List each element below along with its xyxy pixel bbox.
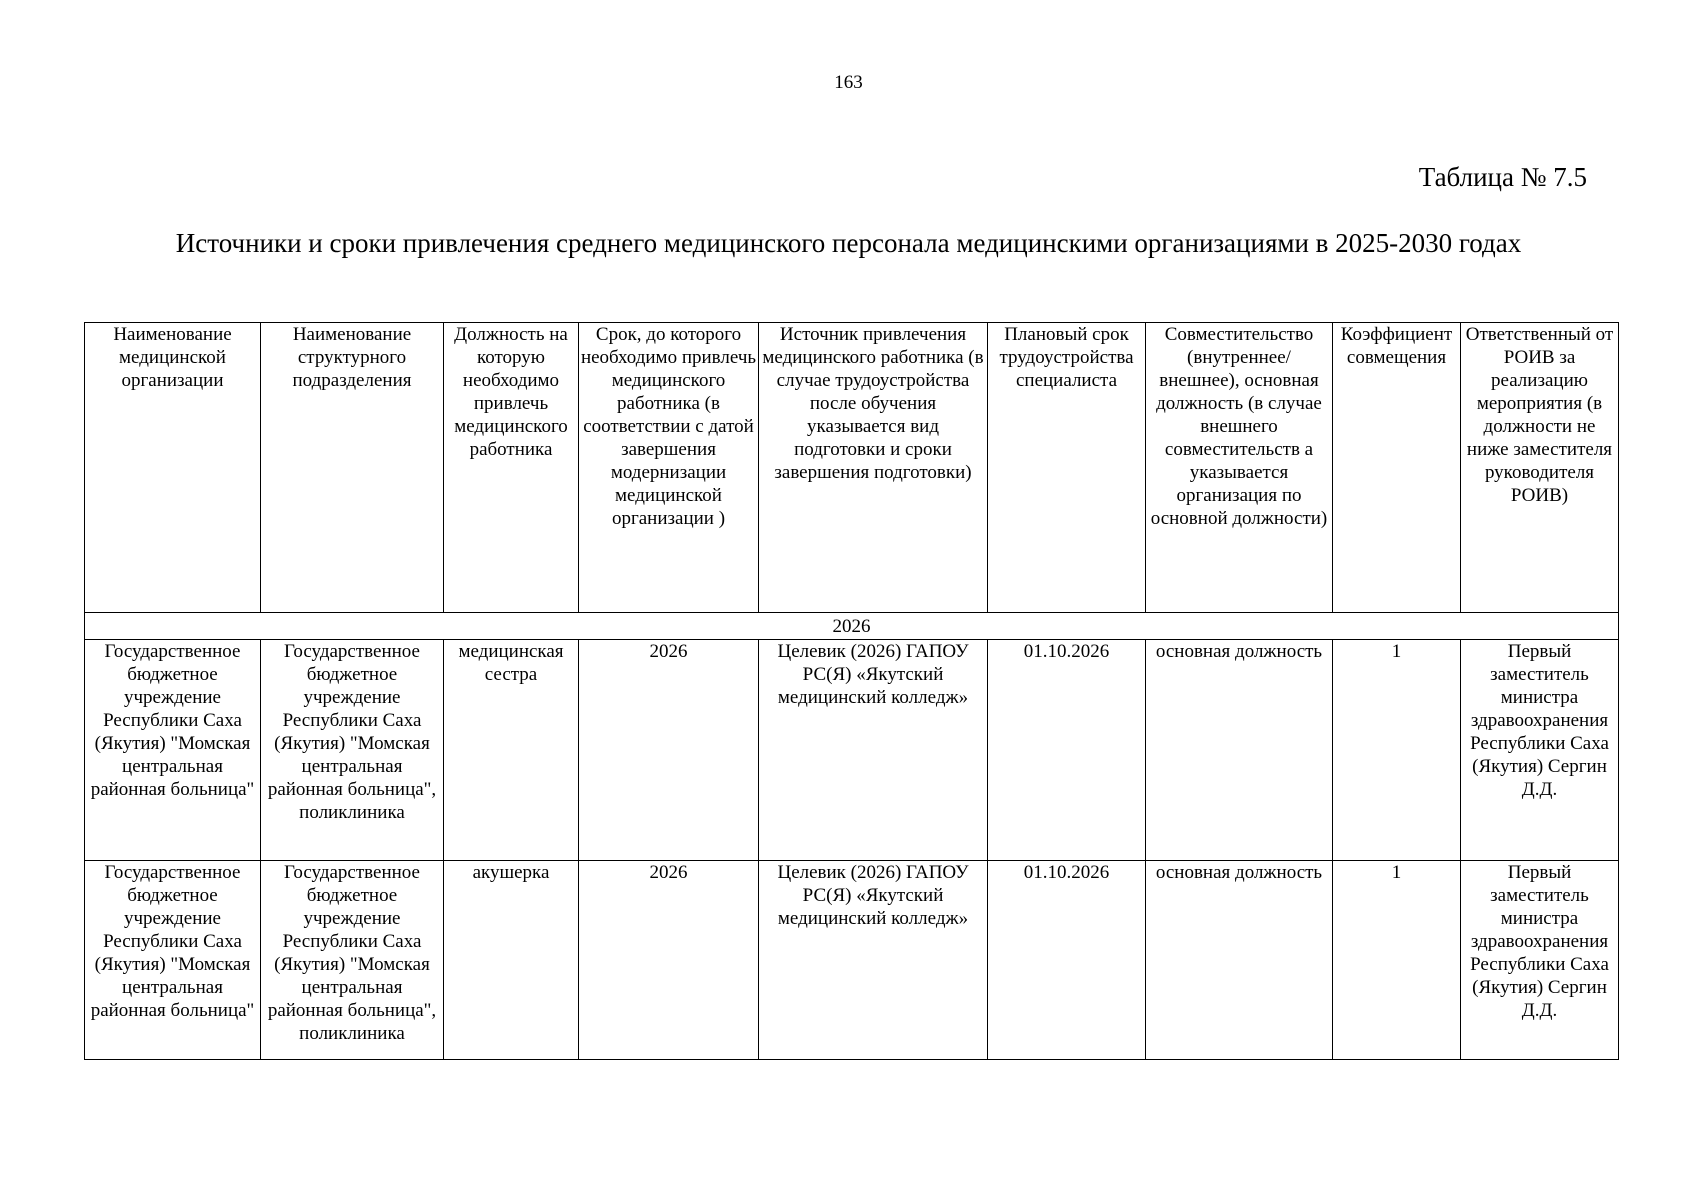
cell-organization: Государственное бюджетное учреждение Республики Саха (Якутия) "Момская центральная районная больница" (85, 640, 261, 861)
year-group-label: 2026 (85, 613, 1619, 640)
cell-combination: основная должность (1146, 640, 1333, 861)
cell-subdivision: Государственное бюджетное учреждение Республики Саха (Якутия) "Момская центральная районная больница", поликлиника (261, 861, 444, 1060)
header-combination: Совместительство (внутреннее/ внешнее), основная должность (в случае внешнего совместительств а указывается организация по основной должности) (1146, 323, 1333, 613)
page-number: 163 (834, 72, 863, 93)
cell-responsible: Первый заместитель министра здравоохранения Республики Саха (Якутия) Сергин Д.Д. (1461, 861, 1619, 1060)
cell-source: Целевик (2026) ГАПОУ РС(Я) «Якутский медицинский колледж» (759, 640, 988, 861)
cell-source: Целевик (2026) ГАПОУ РС(Я) «Якутский медицинский колледж» (759, 861, 988, 1060)
staffing-table (84, 322, 1619, 1060)
cell-combination: основная должность (1146, 861, 1333, 1060)
header-source: Источник привлечения медицинского работника (в случае трудоустройства после обучения указывается вид подготовки и сроки завершения подготовки) (759, 323, 988, 613)
cell-subdivision: Государственное бюджетное учреждение Республики Саха (Якутия) "Момская центральная районная больница", поликлиника (261, 640, 444, 861)
cell-coefficient: 1 (1333, 861, 1461, 1060)
table-title: Источники и сроки привлечения среднего медицинского персонала медицинскими организациями в 2025-2030 годах (175, 228, 1522, 258)
header-position: Должность на которую необходимо привлечь медицинского работника (444, 323, 579, 613)
cell-coefficient: 1 (1333, 640, 1461, 861)
cell-deadline: 2026 (579, 861, 759, 1060)
header-planned-date: Плановый срок трудоустройства специалиста (988, 323, 1146, 613)
table-caption: Таблица № 7.5 (1418, 162, 1587, 192)
year-group-row (85, 613, 1619, 640)
cell-position: акушерка (444, 861, 579, 1060)
cell-position: медицинская сестра (444, 640, 579, 861)
cell-responsible: Первый заместитель министра здравоохранения Республики Саха (Якутия) Сергин Д.Д. (1461, 640, 1619, 861)
table-row (85, 861, 1619, 1060)
table-header-row (85, 323, 1619, 613)
cell-planned-date: 01.10.2026 (988, 640, 1146, 861)
header-subdivision: Наименование структурного подразделения (261, 323, 444, 613)
cell-deadline: 2026 (579, 640, 759, 861)
cell-organization: Государственное бюджетное учреждение Республики Саха (Якутия) "Момская центральная районная больница" (85, 861, 261, 1060)
cell-planned-date: 01.10.2026 (988, 861, 1146, 1060)
header-organization: Наименование медицинской организации (85, 323, 261, 613)
header-deadline: Срок, до которого необходимо привлечь медицинского работника (в соответствии с датой завершения модернизации медицинской организации ) (579, 323, 759, 613)
header-coefficient: Коэффициент совмещения (1333, 323, 1461, 613)
header-responsible: Ответственный от РОИВ за реализацию мероприятия (в должности не ниже заместителя руководителя РОИВ) (1461, 323, 1619, 613)
table-row (85, 640, 1619, 861)
